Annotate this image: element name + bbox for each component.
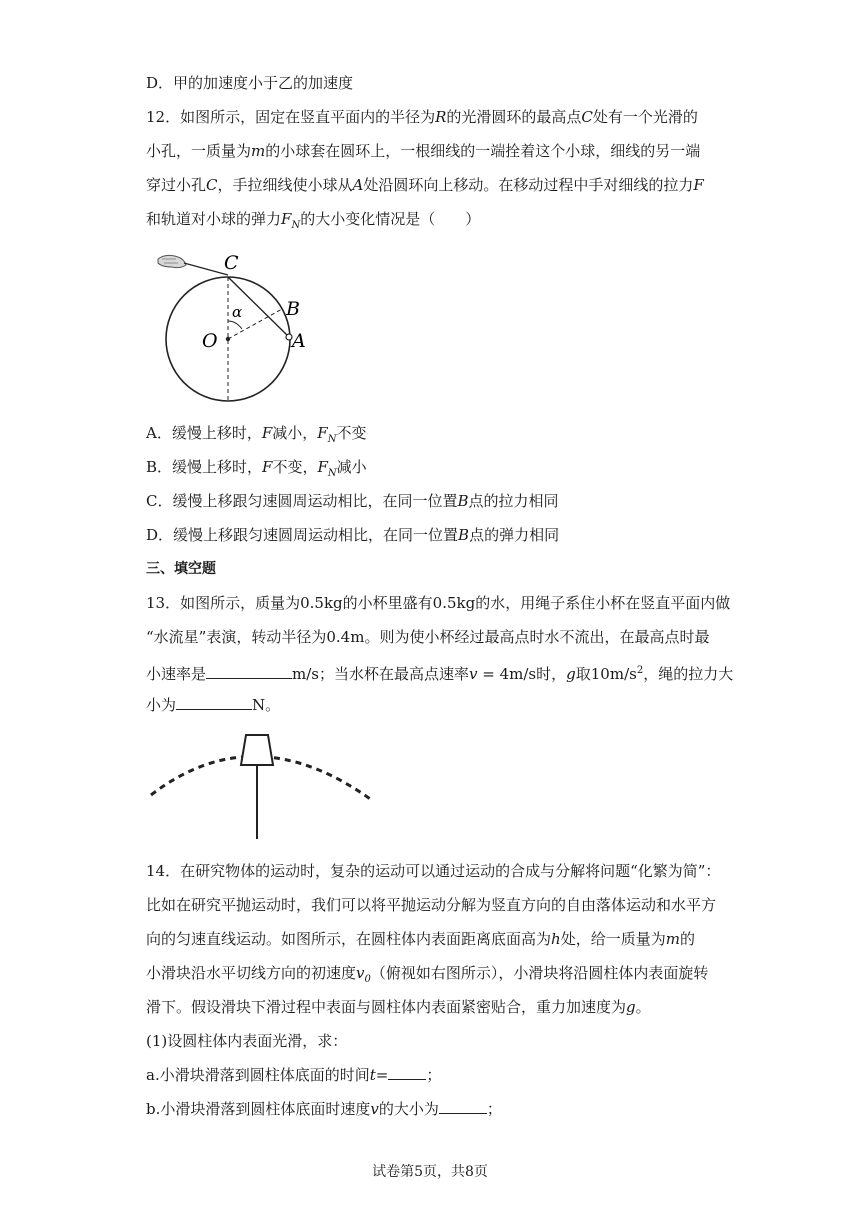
hand-icon bbox=[158, 255, 186, 267]
label-o: O bbox=[202, 330, 218, 352]
q13-line-1: 13．如图所示，质量为0.5kg的小杯里盛有0.5kg的水，用绳子系住小杯在竖直平面内做 bbox=[146, 594, 731, 612]
q14-part-a: a.小滑块滑落到圆柱体底面的时间t= ； bbox=[146, 1066, 442, 1084]
q12-option-d: D．缓慢上移跟匀速圆周运动相比，在同一位置B点的弹力相同 bbox=[146, 526, 560, 544]
label-b: B bbox=[286, 298, 300, 320]
q12-line-4: 和轨道对小球的弹力$F_N$的大小变化情况是（ ） bbox=[146, 210, 481, 231]
label-a: A bbox=[292, 330, 306, 352]
section-heading-fill-in: 三、填空题 bbox=[146, 561, 216, 577]
q12-option-b: B．缓慢上移时，F不变，$F_N$减小 bbox=[146, 458, 367, 479]
label-alpha: α bbox=[232, 303, 243, 321]
alpha-arc bbox=[228, 321, 242, 329]
page-footer: 试卷第5页，共8页 bbox=[372, 1164, 488, 1180]
q14-line-5: 滑下。假设滑块下滑过程中表面与圆柱体内表面紧密贴合，重力加速度为g。 bbox=[146, 998, 651, 1016]
q13-line-2: “水流星”表演，转动半径为0.4m。则为使小杯经过最高点时水不流出，在最高点时最 bbox=[146, 628, 710, 646]
string-hand-to-c bbox=[184, 263, 228, 275]
label-c: C bbox=[224, 252, 239, 274]
q14-line-3: 向的匀速直线运动。如图所示，在圆柱体内表面距离底面高为h处，给一质量为m的 bbox=[146, 930, 695, 948]
q14-blank-a[interactable] bbox=[388, 1065, 426, 1080]
q14-line-2: 比如在研究平抛运动时，我们可以将平抛运动分解为竖直方向的自由落体运动和水平方 bbox=[146, 896, 717, 914]
q13-water-cup-figure bbox=[145, 725, 385, 845]
q12-line-1: 12．如图所示，固定在竖直平面内的半径为R的光滑圆环的最高点C处有一个光滑的 bbox=[146, 108, 698, 126]
center-dot bbox=[226, 337, 230, 341]
q12-line-3: 穿过小孔C，手拉细线使小球从A处沿圆环向上移动。在移动过程中手对细线的拉力F bbox=[146, 176, 704, 194]
q14-line-4: 小滑块沿水平切线方向的初速度$v_0$（俯视如右图所示），小滑块将沿圆柱体内表面旋转 bbox=[146, 964, 709, 985]
q12-option-c: C．缓慢上移跟匀速圆周运动相比，在同一位置B点的拉力相同 bbox=[146, 492, 559, 510]
q14-part-1: (1)设圆柱体内表面光滑，求： bbox=[146, 1032, 348, 1050]
q13-line-4: 小为 N。 bbox=[146, 696, 281, 714]
cup bbox=[241, 735, 273, 765]
q12-option-a: A．缓慢上移时，F减小，$F_N$不变 bbox=[146, 424, 367, 445]
q13-line-3: 小速率是 m/s；当水杯在最高点速率v = 4m/s时，g取$10m/s^2$，绳的拉力大 bbox=[146, 665, 734, 683]
q12-circle-figure bbox=[150, 245, 330, 405]
q14-part-b: b.小滑块滑落到圆柱体底面时速度v的大小为 ； bbox=[146, 1100, 502, 1118]
q14-blank-b[interactable] bbox=[439, 1099, 487, 1114]
q11-option-d: D．甲的加速度小于乙的加速度 bbox=[146, 74, 354, 92]
q12-line-2: 小孔，一质量为m的小球套在圆环上，一根细线的一端拴着这个小球，细线的另一端 bbox=[146, 142, 701, 160]
q13-blank-2[interactable] bbox=[176, 695, 252, 710]
q13-blank-1[interactable] bbox=[206, 664, 292, 679]
q14-line-1: 14．在研究物体的运动时，复杂的运动可以通过运动的合成与分解将问题“化繁为简”： bbox=[146, 862, 721, 880]
